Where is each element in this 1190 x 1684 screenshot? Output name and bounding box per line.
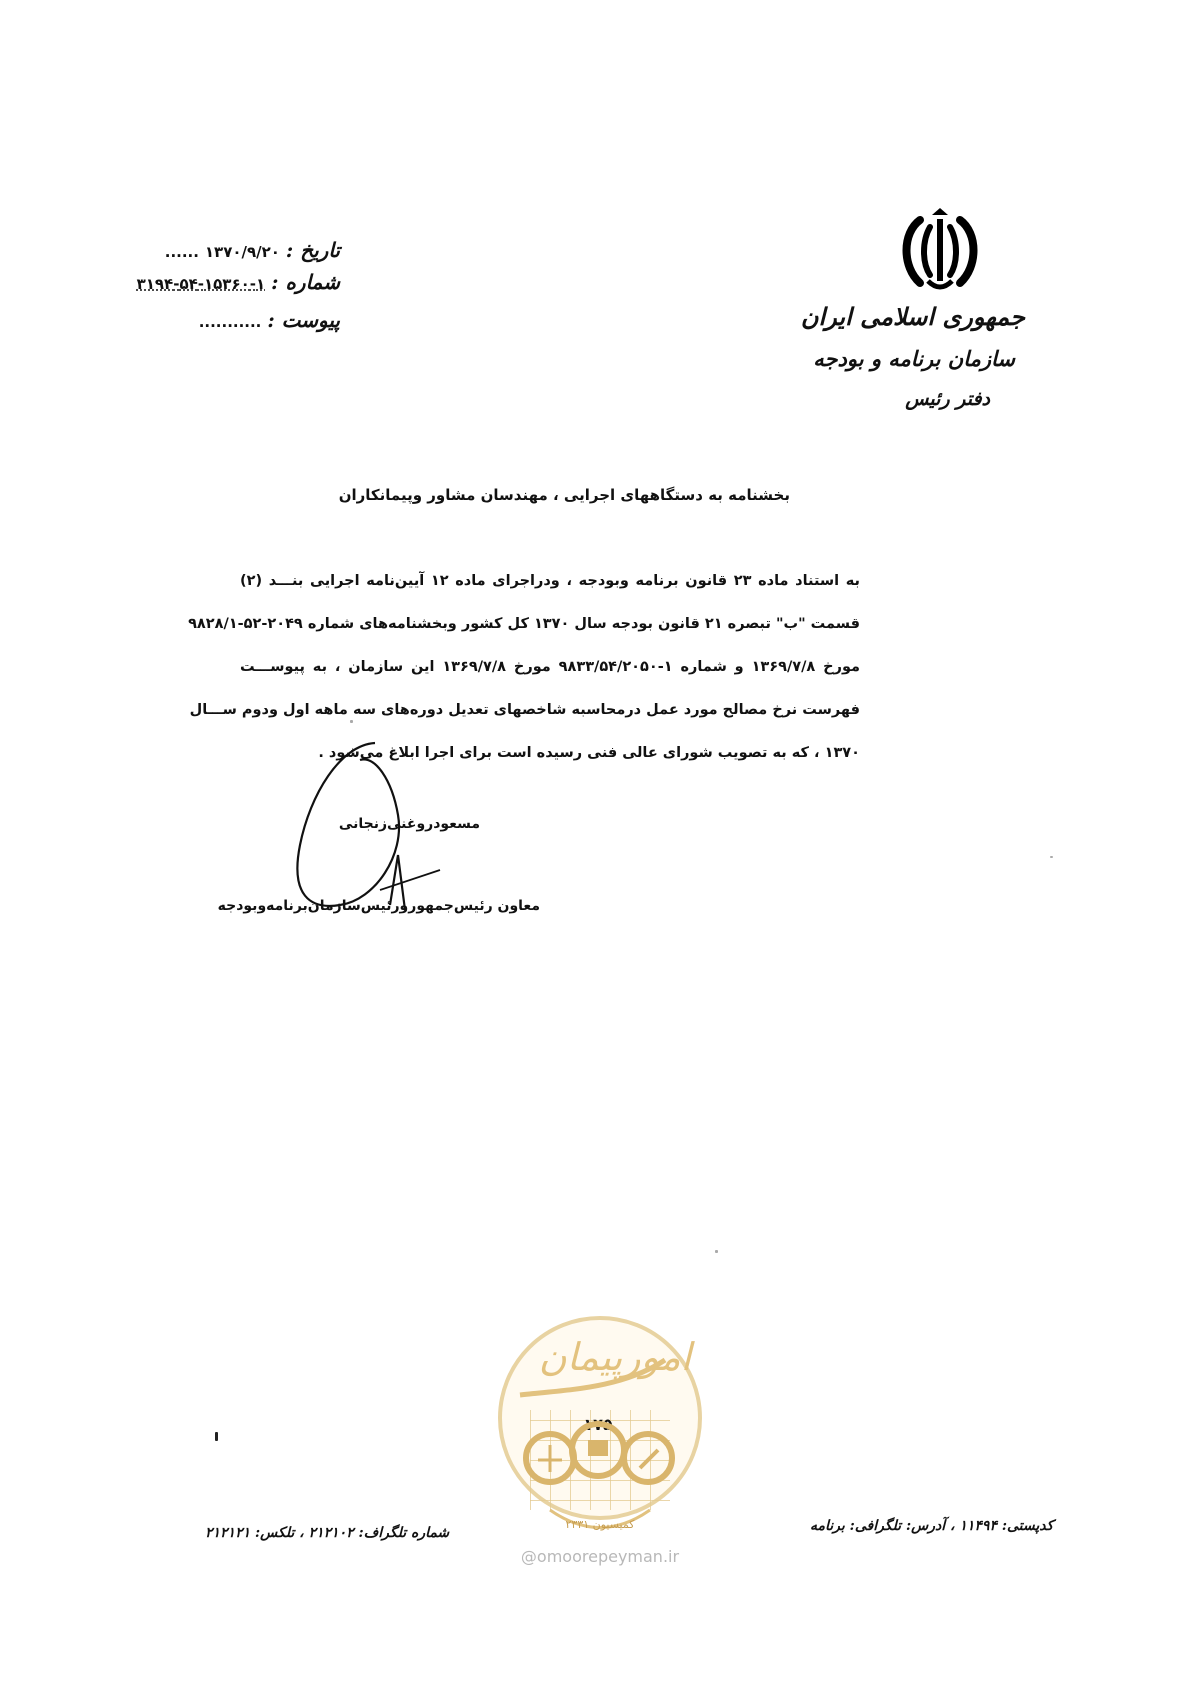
body-line: ۱۳۷۰ ، که به تصویب شورای عالی فنی رسیده است برای اجرا ابلاغ می‌شود . — [318, 745, 860, 761]
date-label: تاریخ : — [285, 238, 340, 262]
number-label: شماره : — [271, 270, 340, 294]
scan-speck — [1050, 856, 1053, 858]
stamp-sub: کمیسیون ۲۳۳۱ — [565, 1518, 635, 1531]
footer-telegraph-telex: شماره تلگراف: ۲۱۲۱۰۲ ، تلکس: ۲۱۲۱۲۱ — [205, 1525, 450, 1541]
signer-name: مسعودروغنی‌زنجانی — [338, 816, 480, 832]
attachment-line — [199, 308, 340, 332]
number-line — [137, 270, 340, 294]
attachment-label: پیوست : — [267, 308, 340, 332]
scan-speck — [350, 720, 353, 723]
date-dots: ...... — [164, 243, 199, 261]
signer-title: معاون رئیس‌جمهورورئیس‌سازمان‌برنامه‌وبودجه — [217, 898, 540, 914]
stamp-brand: امورپیمان — [538, 1335, 692, 1379]
watermark-handle: @omoorepeyman.ir — [520, 1547, 680, 1566]
scan-speck — [215, 1432, 218, 1441]
footer-postal-address: کدپستی: ۱۱۴۹۴ ، آدرس: تلگرافی: برنامه — [810, 1518, 1054, 1534]
org-office: دفتر رئیس — [905, 388, 990, 410]
attachment-dots: ........... — [198, 313, 262, 331]
iran-emblem-icon — [890, 205, 990, 295]
scan-speck — [715, 1250, 718, 1253]
letter-subject: بخشنامه به دستگاههای اجرایی ، مهندسان مشاور وپیمانکاران — [338, 486, 790, 504]
body-line: قسمت "ب" تبصره ۲۱ قانون بودجه سال ۱۳۷۰ کل کشور وبخشنامه‌های شماره ۲۰۴۹-۵۲-۹۸۲۸/۱ — [188, 616, 860, 632]
omoorepeyman-stamp-logo — [490, 1300, 710, 1560]
date-value: ۱۳۷۰/۹/۲۰ — [204, 243, 280, 261]
date-line — [165, 238, 340, 262]
body-line: فهرست نرخ مصالح مورد عمل درمحاسبه شاخصهای تعدیل دوره‌های سه ماهه اول ودوم ســـال — [189, 702, 860, 718]
stamp-number: ۱۷۵ — [583, 1415, 613, 1434]
number-value: ۱-۱۵۳۶۰-۵۴-۳۱۹۴ — [136, 275, 266, 293]
org-country: جمهوری اسلامی ایران — [800, 302, 1025, 331]
org-name: سازمان برنامه و بودجه — [813, 346, 1015, 371]
body-line: مورخ ۱۳۶۹/۷/۸ و شماره ۱-۹۸۳۳/۵۴/۲۰۵۰ مورخ ۱۳۶۹/۷/۸ این سازمان ، به پیوســـت — [240, 659, 861, 675]
body-line: به استناد ماده ۲۳ قانون برنامه وبودجه ، ودراجرای ماده ۱۲ آیین‌نامه اجرایی بنـــد (۲) — [240, 573, 860, 589]
